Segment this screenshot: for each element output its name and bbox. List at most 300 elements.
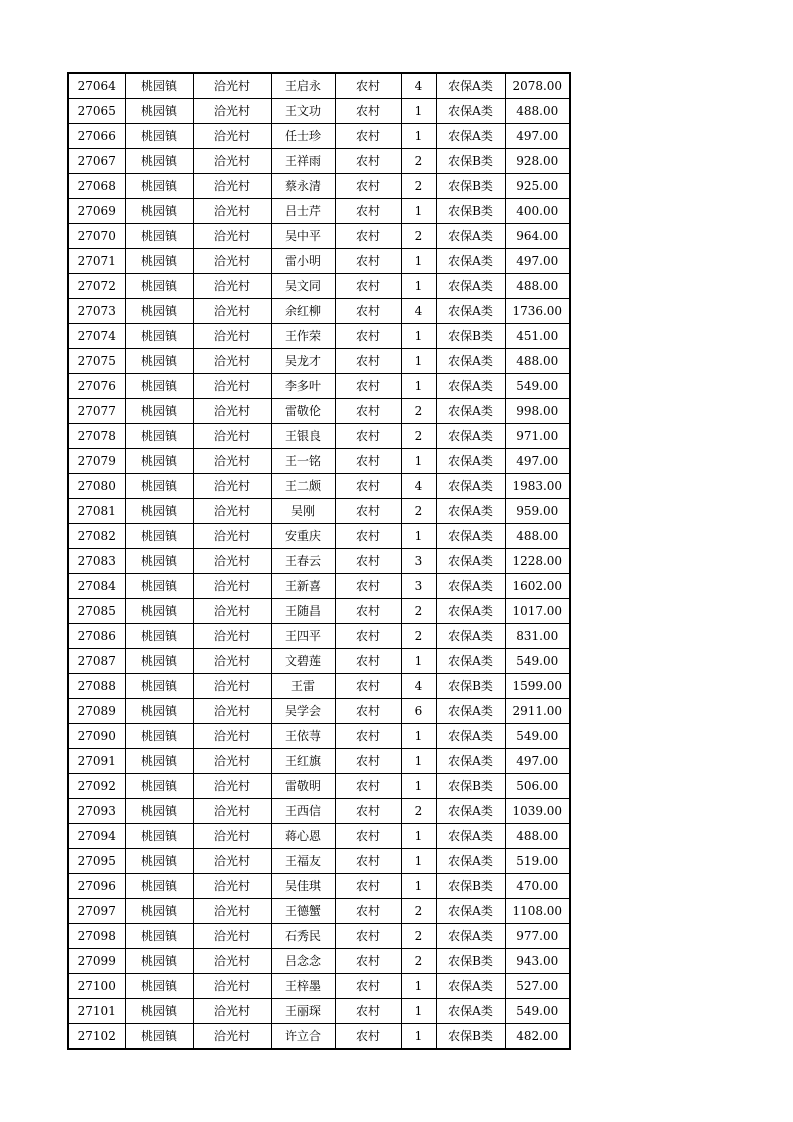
town-name-cell: 桃园镇 <box>125 999 193 1024</box>
town-name-cell: 桃园镇 <box>125 949 193 974</box>
table-row <box>68 399 570 424</box>
insurance-class-cell: 农保B类 <box>436 149 505 174</box>
household-count-cell: 4 <box>401 73 436 99</box>
town-name-cell: 桃园镇 <box>125 73 193 99</box>
household-count-cell: 1 <box>401 324 436 349</box>
household-count-cell: 1 <box>401 974 436 999</box>
area-type-cell: 农村 <box>335 349 401 374</box>
village-name-cell: 洽光村 <box>193 574 271 599</box>
record-id-cell: 27097 <box>68 899 125 924</box>
table-row <box>68 1024 570 1050</box>
amount-cell: 451.00 <box>505 324 570 349</box>
insurance-class-cell: 农保A类 <box>436 349 505 374</box>
town-name-cell: 桃园镇 <box>125 474 193 499</box>
village-name-cell: 洽光村 <box>193 449 271 474</box>
record-id-cell: 27078 <box>68 424 125 449</box>
table-row <box>68 824 570 849</box>
insurance-class-cell: 农保B类 <box>436 324 505 349</box>
person-name-cell: 王西信 <box>271 799 335 824</box>
table-row <box>68 199 570 224</box>
household-count-cell: 2 <box>401 499 436 524</box>
village-name-cell: 洽光村 <box>193 73 271 99</box>
amount-cell: 1736.00 <box>505 299 570 324</box>
person-name-cell: 王梓墨 <box>271 974 335 999</box>
record-id-cell: 27069 <box>68 199 125 224</box>
amount-cell: 831.00 <box>505 624 570 649</box>
town-name-cell: 桃园镇 <box>125 299 193 324</box>
insurance-class-cell: 农保A类 <box>436 249 505 274</box>
amount-cell: 928.00 <box>505 149 570 174</box>
village-name-cell: 洽光村 <box>193 899 271 924</box>
area-type-cell: 农村 <box>335 1024 401 1050</box>
household-count-cell: 3 <box>401 574 436 599</box>
amount-cell: 971.00 <box>505 424 570 449</box>
person-name-cell: 王文功 <box>271 99 335 124</box>
insurance-class-cell: 农保A类 <box>436 724 505 749</box>
area-type-cell: 农村 <box>335 774 401 799</box>
village-name-cell: 洽光村 <box>193 349 271 374</box>
town-name-cell: 桃园镇 <box>125 574 193 599</box>
area-type-cell: 农村 <box>335 249 401 274</box>
table-row <box>68 299 570 324</box>
insurance-class-cell: 农保A类 <box>436 699 505 724</box>
town-name-cell: 桃园镇 <box>125 849 193 874</box>
record-id-cell: 27099 <box>68 949 125 974</box>
area-type-cell: 农村 <box>335 149 401 174</box>
amount-cell: 977.00 <box>505 924 570 949</box>
insurance-class-cell: 农保A类 <box>436 224 505 249</box>
area-type-cell: 农村 <box>335 399 401 424</box>
amount-cell: 943.00 <box>505 949 570 974</box>
area-type-cell: 农村 <box>335 224 401 249</box>
table-row <box>68 474 570 499</box>
amount-cell: 497.00 <box>505 449 570 474</box>
town-name-cell: 桃园镇 <box>125 899 193 924</box>
table-row <box>68 424 570 449</box>
area-type-cell: 农村 <box>335 999 401 1024</box>
person-name-cell: 文碧莲 <box>271 649 335 674</box>
amount-cell: 1108.00 <box>505 899 570 924</box>
area-type-cell: 农村 <box>335 599 401 624</box>
household-count-cell: 4 <box>401 474 436 499</box>
person-name-cell: 任士珍 <box>271 124 335 149</box>
amount-cell: 1602.00 <box>505 574 570 599</box>
area-type-cell: 农村 <box>335 949 401 974</box>
area-type-cell: 农村 <box>335 974 401 999</box>
village-name-cell: 洽光村 <box>193 549 271 574</box>
insurance-class-cell: 农保A类 <box>436 899 505 924</box>
household-count-cell: 2 <box>401 424 436 449</box>
table-row <box>68 624 570 649</box>
household-count-cell: 1 <box>401 449 436 474</box>
area-type-cell: 农村 <box>335 574 401 599</box>
household-count-cell: 2 <box>401 599 436 624</box>
area-type-cell: 农村 <box>335 73 401 99</box>
household-count-cell: 2 <box>401 899 436 924</box>
area-type-cell: 农村 <box>335 324 401 349</box>
insurance-class-cell: 农保A类 <box>436 474 505 499</box>
village-name-cell: 洽光村 <box>193 674 271 699</box>
village-name-cell: 洽光村 <box>193 799 271 824</box>
area-type-cell: 农村 <box>335 724 401 749</box>
village-name-cell: 洽光村 <box>193 99 271 124</box>
town-name-cell: 桃园镇 <box>125 924 193 949</box>
record-id-cell: 27087 <box>68 649 125 674</box>
village-name-cell: 洽光村 <box>193 774 271 799</box>
area-type-cell: 农村 <box>335 474 401 499</box>
village-name-cell: 洽光村 <box>193 224 271 249</box>
village-name-cell: 洽光村 <box>193 1024 271 1050</box>
area-type-cell: 农村 <box>335 624 401 649</box>
household-count-cell: 2 <box>401 399 436 424</box>
table-body <box>68 73 570 1049</box>
record-id-cell: 27086 <box>68 624 125 649</box>
person-name-cell: 吕念念 <box>271 949 335 974</box>
household-count-cell: 1 <box>401 749 436 774</box>
amount-cell: 497.00 <box>505 749 570 774</box>
person-name-cell: 王春云 <box>271 549 335 574</box>
table-row <box>68 499 570 524</box>
amount-cell: 1599.00 <box>505 674 570 699</box>
insurance-class-cell: 农保A类 <box>436 824 505 849</box>
household-count-cell: 6 <box>401 699 436 724</box>
record-id-cell: 27102 <box>68 1024 125 1050</box>
record-id-cell: 27094 <box>68 824 125 849</box>
town-name-cell: 桃园镇 <box>125 99 193 124</box>
amount-cell: 488.00 <box>505 99 570 124</box>
insurance-class-cell: 农保A类 <box>436 749 505 774</box>
person-name-cell: 王红旗 <box>271 749 335 774</box>
area-type-cell: 农村 <box>335 799 401 824</box>
person-name-cell: 许立合 <box>271 1024 335 1050</box>
area-type-cell: 农村 <box>335 499 401 524</box>
table-row <box>68 599 570 624</box>
person-name-cell: 石秀民 <box>271 924 335 949</box>
person-name-cell: 王启永 <box>271 73 335 99</box>
insurance-class-cell: 农保A类 <box>436 574 505 599</box>
insurance-class-cell: 农保A类 <box>436 374 505 399</box>
record-id-cell: 27066 <box>68 124 125 149</box>
village-name-cell: 洽光村 <box>193 374 271 399</box>
person-name-cell: 吴文同 <box>271 274 335 299</box>
village-name-cell: 洽光村 <box>193 824 271 849</box>
record-id-cell: 27071 <box>68 249 125 274</box>
person-name-cell: 吴刚 <box>271 499 335 524</box>
person-name-cell: 王一铭 <box>271 449 335 474</box>
household-count-cell: 1 <box>401 1024 436 1050</box>
record-id-cell: 27073 <box>68 299 125 324</box>
town-name-cell: 桃园镇 <box>125 424 193 449</box>
household-count-cell: 1 <box>401 374 436 399</box>
household-count-cell: 1 <box>401 524 436 549</box>
town-name-cell: 桃园镇 <box>125 674 193 699</box>
records-table <box>67 72 571 1050</box>
insurance-class-cell: 农保A类 <box>436 99 505 124</box>
amount-cell: 519.00 <box>505 849 570 874</box>
village-name-cell: 洽光村 <box>193 749 271 774</box>
household-count-cell: 1 <box>401 124 436 149</box>
record-id-cell: 27072 <box>68 274 125 299</box>
household-count-cell: 1 <box>401 349 436 374</box>
insurance-class-cell: 农保B类 <box>436 874 505 899</box>
amount-cell: 549.00 <box>505 724 570 749</box>
amount-cell: 527.00 <box>505 974 570 999</box>
table-row <box>68 749 570 774</box>
amount-cell: 497.00 <box>505 249 570 274</box>
village-name-cell: 洽光村 <box>193 624 271 649</box>
area-type-cell: 农村 <box>335 424 401 449</box>
amount-cell: 488.00 <box>505 524 570 549</box>
village-name-cell: 洽光村 <box>193 699 271 724</box>
area-type-cell: 农村 <box>335 899 401 924</box>
area-type-cell: 农村 <box>335 199 401 224</box>
household-count-cell: 1 <box>401 874 436 899</box>
insurance-class-cell: 农保B类 <box>436 774 505 799</box>
village-name-cell: 洽光村 <box>193 174 271 199</box>
record-id-cell: 27064 <box>68 73 125 99</box>
amount-cell: 1228.00 <box>505 549 570 574</box>
insurance-class-cell: 农保A类 <box>436 449 505 474</box>
record-id-cell: 27088 <box>68 674 125 699</box>
record-id-cell: 27091 <box>68 749 125 774</box>
insurance-class-cell: 农保A类 <box>436 499 505 524</box>
household-count-cell: 3 <box>401 549 436 574</box>
table-row <box>68 99 570 124</box>
insurance-class-cell: 农保B类 <box>436 949 505 974</box>
village-name-cell: 洽光村 <box>193 199 271 224</box>
town-name-cell: 桃园镇 <box>125 824 193 849</box>
area-type-cell: 农村 <box>335 749 401 774</box>
village-name-cell: 洽光村 <box>193 149 271 174</box>
insurance-class-cell: 农保B类 <box>436 174 505 199</box>
village-name-cell: 洽光村 <box>193 599 271 624</box>
insurance-class-cell: 农保A类 <box>436 849 505 874</box>
amount-cell: 1039.00 <box>505 799 570 824</box>
household-count-cell: 1 <box>401 824 436 849</box>
table-row <box>68 549 570 574</box>
record-id-cell: 27083 <box>68 549 125 574</box>
record-id-cell: 27067 <box>68 149 125 174</box>
area-type-cell: 农村 <box>335 174 401 199</box>
household-count-cell: 4 <box>401 299 436 324</box>
person-name-cell: 王银良 <box>271 424 335 449</box>
household-count-cell: 2 <box>401 624 436 649</box>
town-name-cell: 桃园镇 <box>125 524 193 549</box>
table-row <box>68 924 570 949</box>
area-type-cell: 农村 <box>335 99 401 124</box>
insurance-class-cell: 农保A类 <box>436 299 505 324</box>
table-row <box>68 649 570 674</box>
amount-cell: 1017.00 <box>505 599 570 624</box>
person-name-cell: 王随昌 <box>271 599 335 624</box>
area-type-cell: 农村 <box>335 274 401 299</box>
town-name-cell: 桃园镇 <box>125 749 193 774</box>
table-row <box>68 149 570 174</box>
household-count-cell: 1 <box>401 774 436 799</box>
village-name-cell: 洽光村 <box>193 724 271 749</box>
town-name-cell: 桃园镇 <box>125 774 193 799</box>
town-name-cell: 桃园镇 <box>125 274 193 299</box>
record-id-cell: 27080 <box>68 474 125 499</box>
household-count-cell: 1 <box>401 849 436 874</box>
record-id-cell: 27065 <box>68 99 125 124</box>
town-name-cell: 桃园镇 <box>125 149 193 174</box>
town-name-cell: 桃园镇 <box>125 649 193 674</box>
insurance-class-cell: 农保A类 <box>436 274 505 299</box>
table-row <box>68 524 570 549</box>
person-name-cell: 王丽琛 <box>271 999 335 1024</box>
record-id-cell: 27077 <box>68 399 125 424</box>
amount-cell: 400.00 <box>505 199 570 224</box>
household-count-cell: 1 <box>401 249 436 274</box>
table-row <box>68 249 570 274</box>
town-name-cell: 桃园镇 <box>125 124 193 149</box>
household-count-cell: 1 <box>401 199 436 224</box>
person-name-cell: 吕士芹 <box>271 199 335 224</box>
insurance-class-cell: 农保A类 <box>436 649 505 674</box>
record-id-cell: 27070 <box>68 224 125 249</box>
person-name-cell: 王福友 <box>271 849 335 874</box>
person-name-cell: 王祥雨 <box>271 149 335 174</box>
town-name-cell: 桃园镇 <box>125 499 193 524</box>
person-name-cell: 吴佳琪 <box>271 874 335 899</box>
record-id-cell: 27093 <box>68 799 125 824</box>
town-name-cell: 桃园镇 <box>125 324 193 349</box>
town-name-cell: 桃园镇 <box>125 874 193 899</box>
person-name-cell: 王德蟹 <box>271 899 335 924</box>
record-id-cell: 27075 <box>68 349 125 374</box>
town-name-cell: 桃园镇 <box>125 724 193 749</box>
table-row <box>68 949 570 974</box>
village-name-cell: 洽光村 <box>193 299 271 324</box>
town-name-cell: 桃园镇 <box>125 549 193 574</box>
amount-cell: 470.00 <box>505 874 570 899</box>
person-name-cell: 王四平 <box>271 624 335 649</box>
person-name-cell: 余红柳 <box>271 299 335 324</box>
village-name-cell: 洽光村 <box>193 874 271 899</box>
area-type-cell: 农村 <box>335 524 401 549</box>
household-count-cell: 2 <box>401 949 436 974</box>
insurance-class-cell: 农保A类 <box>436 924 505 949</box>
village-name-cell: 洽光村 <box>193 974 271 999</box>
record-id-cell: 27089 <box>68 699 125 724</box>
table-row <box>68 374 570 399</box>
town-name-cell: 桃园镇 <box>125 699 193 724</box>
insurance-class-cell: 农保A类 <box>436 124 505 149</box>
table-row <box>68 699 570 724</box>
amount-cell: 488.00 <box>505 349 570 374</box>
insurance-class-cell: 农保A类 <box>436 424 505 449</box>
area-type-cell: 农村 <box>335 449 401 474</box>
village-name-cell: 洽光村 <box>193 524 271 549</box>
area-type-cell: 农村 <box>335 849 401 874</box>
person-name-cell: 蔡永清 <box>271 174 335 199</box>
table-row <box>68 674 570 699</box>
household-count-cell: 2 <box>401 149 436 174</box>
amount-cell: 488.00 <box>505 274 570 299</box>
village-name-cell: 洽光村 <box>193 924 271 949</box>
record-id-cell: 27076 <box>68 374 125 399</box>
amount-cell: 2078.00 <box>505 73 570 99</box>
village-name-cell: 洽光村 <box>193 649 271 674</box>
record-id-cell: 27084 <box>68 574 125 599</box>
insurance-class-cell: 农保A类 <box>436 799 505 824</box>
table-row <box>68 974 570 999</box>
record-id-cell: 27096 <box>68 874 125 899</box>
amount-cell: 549.00 <box>505 649 570 674</box>
amount-cell: 2911.00 <box>505 699 570 724</box>
amount-cell: 549.00 <box>505 374 570 399</box>
table-row <box>68 349 570 374</box>
area-type-cell: 农村 <box>335 699 401 724</box>
area-type-cell: 农村 <box>335 874 401 899</box>
record-id-cell: 27085 <box>68 599 125 624</box>
amount-cell: 506.00 <box>505 774 570 799</box>
household-count-cell: 2 <box>401 224 436 249</box>
record-id-cell: 27081 <box>68 499 125 524</box>
insurance-class-cell: 农保A类 <box>436 974 505 999</box>
insurance-class-cell: 农保A类 <box>436 624 505 649</box>
village-name-cell: 洽光村 <box>193 399 271 424</box>
person-name-cell: 李多叶 <box>271 374 335 399</box>
village-name-cell: 洽光村 <box>193 124 271 149</box>
record-id-cell: 27095 <box>68 849 125 874</box>
insurance-class-cell: 农保A类 <box>436 399 505 424</box>
town-name-cell: 桃园镇 <box>125 599 193 624</box>
town-name-cell: 桃园镇 <box>125 349 193 374</box>
person-name-cell: 雷敬伦 <box>271 399 335 424</box>
household-count-cell: 2 <box>401 799 436 824</box>
town-name-cell: 桃园镇 <box>125 199 193 224</box>
table-row <box>68 274 570 299</box>
person-name-cell: 王作荣 <box>271 324 335 349</box>
person-name-cell: 王新喜 <box>271 574 335 599</box>
household-count-cell: 1 <box>401 649 436 674</box>
record-id-cell: 27074 <box>68 324 125 349</box>
amount-cell: 964.00 <box>505 224 570 249</box>
insurance-class-cell: 农保A类 <box>436 73 505 99</box>
town-name-cell: 桃园镇 <box>125 249 193 274</box>
record-id-cell: 27098 <box>68 924 125 949</box>
record-id-cell: 27068 <box>68 174 125 199</box>
insurance-class-cell: 农保A类 <box>436 599 505 624</box>
area-type-cell: 农村 <box>335 124 401 149</box>
village-name-cell: 洽光村 <box>193 999 271 1024</box>
insurance-class-cell: 农保B类 <box>436 674 505 699</box>
person-name-cell: 吴学会 <box>271 699 335 724</box>
village-name-cell: 洽光村 <box>193 249 271 274</box>
table-row <box>68 874 570 899</box>
area-type-cell: 农村 <box>335 924 401 949</box>
amount-cell: 998.00 <box>505 399 570 424</box>
amount-cell: 488.00 <box>505 824 570 849</box>
person-name-cell: 王依荨 <box>271 724 335 749</box>
household-count-cell: 2 <box>401 924 436 949</box>
insurance-class-cell: 农保A类 <box>436 549 505 574</box>
village-name-cell: 洽光村 <box>193 849 271 874</box>
table-row <box>68 999 570 1024</box>
table-row <box>68 849 570 874</box>
village-name-cell: 洽光村 <box>193 474 271 499</box>
household-count-cell: 1 <box>401 724 436 749</box>
amount-cell: 497.00 <box>505 124 570 149</box>
table-row <box>68 724 570 749</box>
person-name-cell: 雷小明 <box>271 249 335 274</box>
insurance-class-cell: 农保A类 <box>436 999 505 1024</box>
area-type-cell: 农村 <box>335 374 401 399</box>
table-row <box>68 324 570 349</box>
table-row <box>68 124 570 149</box>
